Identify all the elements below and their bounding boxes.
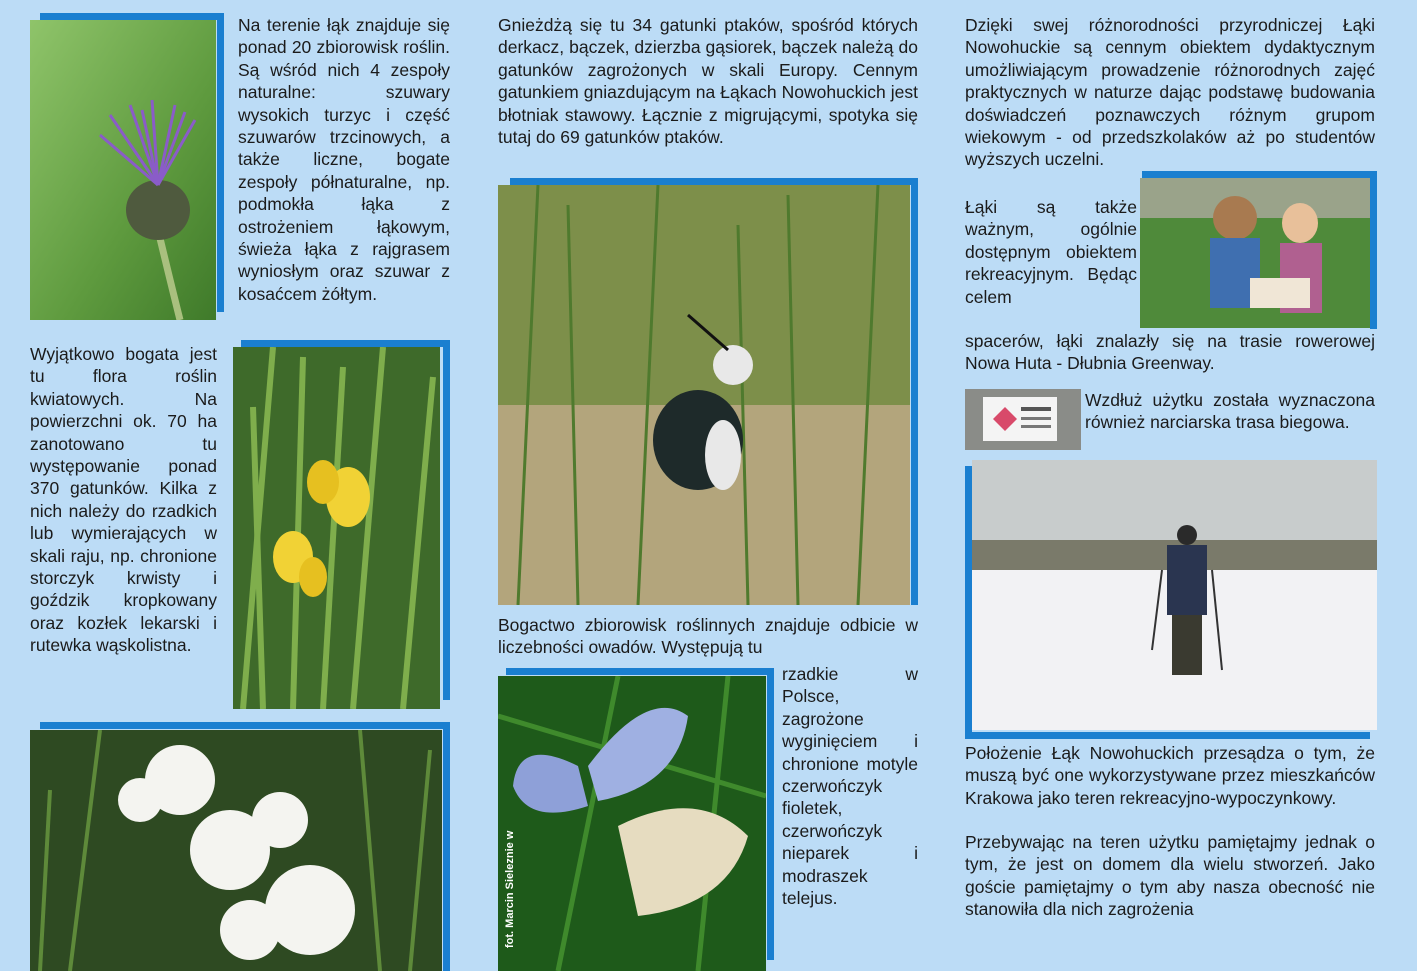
sign-photo <box>965 389 1081 450</box>
butterfly-photo <box>498 676 766 971</box>
frame-bar <box>40 13 224 20</box>
frame-bar <box>241 340 450 347</box>
frame-bar <box>965 732 1370 739</box>
frame-bar <box>443 722 450 971</box>
location-text: Położenie Łąk Nowohuckich przesądza o tym, że muszą być one wykorzystywane przez mieszkańców Krakowa jako teren rekreacyjno-wypoczynkowy. <box>965 743 1375 808</box>
education-text: Dzięki swej różnorodności przyrodniczej Łąki Nowohuckie są cennym obiektem dydaktycznym umożliwiającym prowadzenie różnorodnych zajęć praktycznych w naturze dając podstawę budowania doświadczeń poznawczych różnym grupom wiekowym - od przedszkolaków aż po studentów wyższych uczelni. <box>965 15 1375 170</box>
skier-photo <box>972 460 1377 730</box>
insects-intro-text: Bogactwo zbiorowisk roślinnych znajduje odbicie w liczebności owadów. Występują tu <box>498 615 918 658</box>
iris-photo <box>233 347 440 709</box>
yarrow-photo <box>30 730 442 971</box>
children-photo <box>1140 178 1370 328</box>
lapwing-photo <box>498 185 910 605</box>
recreation-text: Łąki są także ważnym, ogólnie dostępnym obiektem rekreacyjnym. Będąc celem <box>965 197 1137 307</box>
frame-bar <box>510 178 918 185</box>
photo-credit: fot. Marcin Sieleznie w <box>504 830 516 948</box>
frame-bar <box>40 722 450 729</box>
respect-nature-text: Przebywając na teren użytku pamiętajmy jednak o tym, że jest on domem dla wielu stworzeń. Jako goście pamiętajmy o tym aby nasza obecność nie stanowiła dla nich zagrożenia <box>965 832 1375 920</box>
flora-communities-text: Na terenie łąk znajduje się ponad 20 zbiorowisk roślin. Są wśród nich 4 zespoły naturalne: szuwary wysokich turzyc i część szuwarów trzcinowych, a także liczne, bogate zespoły półnaturalne, np. podmokła łąka z ostrożeniem łąkowym, świeża łąka z rajgrasem wyniosłym oraz szuwar z kosaćcem żółtym. <box>238 15 450 304</box>
frame-bar <box>1142 171 1377 178</box>
frame-bar <box>965 466 972 739</box>
cycling-route-text: spacerów, łąki znalazły się na trasie rowerowej Nowa Huta - Dłubnia Greenway. <box>965 331 1375 374</box>
frame-bar <box>767 668 774 960</box>
thistle-photo <box>30 20 216 320</box>
frame-bar <box>911 178 918 605</box>
ski-trail-text: Wzdłuż użytku została wyznaczona również narciarska trasa biegowa. <box>1085 390 1375 433</box>
frame-bar <box>506 668 774 675</box>
frame-bar <box>443 340 450 700</box>
birds-text: Gnieżdżą się tu 34 gatunki ptaków, spośród których derkacz, bączek, dzierzba gąsiorek, bączek należą do gatunków zagrożonych w skali Europy. Cennym gatunkiem gniazdującym na Łąkach Nowohuckich jest błotniak stawowy. Łącznie z migrującymi, spotyka się tutaj do 69 gatunków ptaków. <box>498 15 918 148</box>
frame-bar <box>217 13 224 312</box>
flowering-flora-text: Wyjątkowo bogata jest tu flora roślin kwiatowych. Na powierzchni ok. 70 ha zanotowano tu występowanie ponad 370 gatunków. Kilka z nich należy do rzadkich lub wymierających w skali raju, np. chronione storczyk krwisty i goździk kropkowany oraz kozłek lekarski i rutewka wąskolistna. <box>30 344 217 656</box>
butterflies-text: rzadkie w Polsce, zagrożone wyginięciem i chronione motyle czerwończyk fioletek, czerwończyk nieparek i modraszek telejus. <box>782 664 918 909</box>
frame-bar <box>1370 171 1377 329</box>
